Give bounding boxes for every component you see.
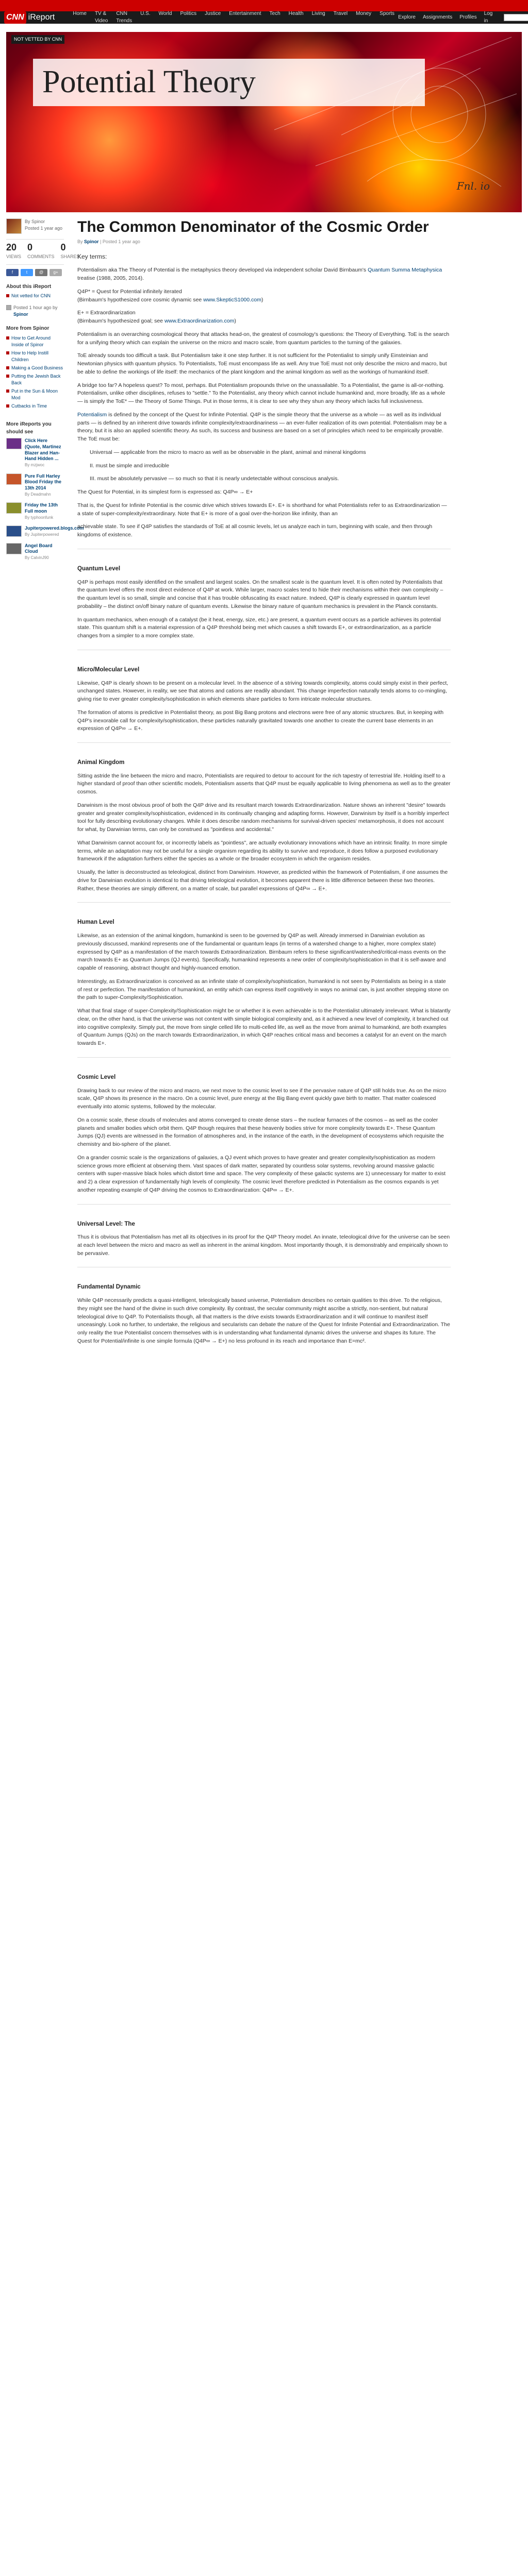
spinor-link-label[interactable]: Putting the Jewish Back Back (11, 374, 61, 386)
stat-label: COMMENTS (27, 253, 55, 259)
posted-line: Posted 1 year ago (25, 226, 63, 231)
byline (77, 239, 451, 245)
section-paragraph: While Q4P necessarily predicts a quasi-intelligent, teleologically based universe, Potentialism describes no certain qualities to this drive. To the religious, they might see the hand of the divine in such drive complexity. By contrast, the secular community might ascribe a strictly, non-sentient, but natural teleological drive to Q4P. To Potentialists though, all that matters is the drive exists towards Extraordinarization and it will continue to manifest itself unceasingly. Look no further, to undertake, the religious and secularists can debate the nature of the Quest for Infinite Potential and Extraordinarization. The only reality the true Potentialist concern themselves with is in understanding what fundamental dynamic drives the universe and shapes its future. The Quest for Potential/infinite is one simple formula (Q4P∞ → E+) no less profound in its reach and importance than E=mc². (77, 1297, 450, 1344)
section-divider (77, 902, 451, 903)
more-ireport-title[interactable]: Pure Full Harley Blood Friday the 13th 2014 (25, 473, 62, 491)
facebook-share-button[interactable]: f (6, 269, 19, 276)
key-terms-label: Key terms: (77, 253, 107, 261)
bullet-icon (6, 336, 9, 340)
bullet-icon (6, 351, 9, 354)
nav-tab-living[interactable]: Living (311, 10, 325, 16)
nav-tab-u-s-[interactable]: U.S. (140, 10, 151, 16)
spinor-link[interactable] (6, 365, 64, 371)
nav-tab-home[interactable]: Home (73, 10, 87, 16)
section-paragraph: Thus it is obvious that Potentialism has met all its objectives in its proof for the Q4P Theory model. An innate, teleological drive for the universe can be seen at each level between the micro and macro as well as inherent in the animal kingdom. Most importantly though, it is demonstrably and empirically shown to be pervasive. (77, 1234, 450, 1257)
nav-tab-justice[interactable]: Justice (205, 10, 221, 16)
section-paragraph: Likewise, as an extension of the animal kingdom, humankind is seen to be governed by Q4P as well. Already immersed in Darwinian evolution as previously discussed, mankind represents one of the fundamental or quantum leaps (in terms of a watershed change to a higher, more complex state) expressed by Q4P as a manifestation of the march towards Extraordinarization. Birnbaum refers to these significant/watershed/critical-mass events on the march towards E+ as Quantum Jumps (QJ events). Specifically, humankind represents a new order of complexity/sophistication in that it is self-aware and capable of reasoning, abstract thought and highly-nuanced emotion. (77, 933, 446, 972)
article-link[interactable]: www.Extraordinarization.com (164, 318, 235, 325)
more-ireport-title[interactable]: Friday the 13th Full moon (25, 502, 58, 514)
hero-image (6, 32, 522, 212)
about-heading: About this iReport (6, 283, 52, 290)
bullet-icon (6, 294, 9, 297)
about-link-label[interactable]: Not vetted for CNN (11, 293, 51, 299)
more-ireport-thumbnail[interactable] (6, 526, 22, 537)
nav-tab-travel[interactable]: Travel (333, 10, 348, 16)
share-buttons (6, 269, 64, 276)
nav-link-profiles[interactable]: Profiles (459, 14, 477, 20)
email-share-button[interactable]: @ (35, 269, 47, 276)
spinor-link-label[interactable]: Put in the Sun & Moon Mod (11, 388, 58, 401)
google-plus-share-button[interactable]: g+ (50, 269, 62, 276)
article-paragraph: That is, the Quest for Infinite Potential is the cosmic drive which strives towards E+. E+ is shorthand for what Potentialists refer to as Extraordinarization — a state of super-complexity/extraordinary. Note that E+ is more of a goal over-the-horizon like infinity, than an (77, 502, 447, 517)
bullet-icon (6, 389, 9, 393)
nav-tab-tech[interactable]: Tech (269, 10, 280, 16)
nav-tab-health[interactable]: Health (288, 10, 304, 16)
spinor-link-label[interactable]: How to Help Instill Children (11, 350, 49, 363)
top-navigation (0, 11, 528, 24)
article-paragraph: Universal — applicable from the micro to macro as well as be observable in the plant, animal and mineral kingdoms (90, 449, 366, 455)
section-paragraph: On a cosmic scale, these clouds of molecules and atoms converged to create dense stars – the nuclear furnaces of the cosmos – as well as the cooler planets and smaller bodies which orbit them. Q4P though requires that these heavenly bodies strive for more complexity towards E+. These Quantum Jumps (QJ) events are witnessed in the formation of atmospheres and, in the instance of the earth, in the development of ecosystems which requisite the chemistry and bio-sphere of the planet. (77, 1116, 444, 1148)
more-ireport-thumbnail[interactable] (6, 473, 22, 485)
article-paragraph: Potentialism is an overarching cosmological theory that attacks head-on, the greatest of cosmology's questions: the Theory of Everything. ToE is the search for a unifying theory which can explain the universe on the micro and macro scale, from quantum particles to the turning of the galaxies. (77, 331, 450, 346)
article-title: The Common Denominator of the Cosmic Order (77, 218, 429, 235)
more-ireport-title[interactable]: Angel Board Cloud (25, 543, 53, 554)
more-ireport-author[interactable]: By CalvinJ90 (25, 555, 49, 560)
section-paragraph: In quantum mechanics, when enough of a catalyst (be it heat, energy, size, etc.) are present, a quantum event occurs as a particle achieves its potential state. This quantum shift is a material expression of a Q4P threshold being met which causes a shift towards E+, or extraordinarization, as a particle changes from a simpler to a more complex state. (77, 616, 441, 639)
section-divider (77, 1057, 451, 1058)
stat-label: VIEWS (6, 253, 22, 259)
cnn-logo[interactable]: CNN (4, 11, 26, 23)
hero-signature: Fnl. io (456, 180, 490, 192)
section-heading: Fundamental Dynamic (77, 1284, 141, 1291)
hero-title: Potential Theory (33, 59, 425, 106)
left-sidebar (6, 218, 84, 1351)
article-link[interactable]: Potentialism (77, 411, 107, 418)
nav-right-links (398, 10, 528, 25)
article-paragraph: Potentialism aka The Theory of Potential is the metaphysics theory developed via independent scholar David Birnbaum's Quantum Summa Metaphysica treatise (1988, 2005, 2014). (77, 267, 442, 282)
nav-tab-money[interactable]: Money (356, 10, 372, 16)
posted-by-thumb (6, 305, 11, 310)
article-paragraph: Q4P* = Quest for Potential infinitely iterated (Birnbaum's hypothesized core cosmic dynamic see www.SkepticS1000.com) (77, 288, 263, 303)
section-divider (77, 1204, 451, 1205)
section-paragraph: What that final stage of super-Complexity/Sophistication might be or whether it is even achievable is to the Potentialist ultimately irrelevant. What is blatantly clear, on the other hand, is that the universe was not content with simple biological complexity and, as it achieved a new level of complexity, it branched out into cognitive complexity. Simply put, the move from single celled life to multi-celled life, as well as the move from animal to humankind, are both examples of Quantum Jumps (QJs) on the march towards Extraordinarization, in which Q4P reaches critical mass and becomes a catalyst for an event on the march towards E+. (77, 1008, 451, 1047)
article-paragraph: Potentialism is defined by the concept of the Quest for Infinite Potential. Q4P is the simple theory that the universe as a whole — as well as its individual parts — is defined by an inherent drive towards infinite complexity/extraordinariness — an ever-fuller realization of its own potential. Potentialism may be a theory, but it is also an applied scientific theory. As such, its success and business are based on a set of principles which need to be empirically provable. The ToE must be: (77, 411, 447, 443)
search-input[interactable] (504, 14, 528, 21)
article-link[interactable]: www.SkepticS1000.com (203, 296, 261, 303)
article-paragraph: ToE already sounds too difficult a task. But Potentialism take it one step further. It is not sufficient for the Potentialist to simply unify Einsteinian and Newtonian physics with quantum physics. To Potentialists, ToE must encompass life as well. Any true ToE must not only describe the micro and macro, but be able to define the workings of life itself: the mechanics of the plant kingdom and the animal kingdom as well as the workings of humankind itself. (77, 352, 447, 375)
spinor-link-label[interactable]: How to Get Around Inside of Spinor (11, 335, 51, 347)
section-heading: Animal Kingdom (77, 759, 125, 766)
nav-link-log-in[interactable]: Log in (484, 10, 493, 24)
section-paragraph: Interestingly, as Extraordinarization is conceived as an infinite state of complexity/sophistication, humankind is not seen by Potentialists as being in a state of rest or perfection. The manifestation of humankind, an entity which can express itself cognitively in ways no animal can, is just another stepping stone on the path to super-Complexity/Sophistication. (77, 978, 449, 1001)
more-ireport-item[interactable] (6, 438, 64, 468)
stat-number: 20 (6, 242, 17, 252)
spinor-link[interactable] (6, 350, 64, 363)
bullet-icon (6, 375, 9, 378)
more-from-heading: More from Spinor (6, 326, 50, 332)
more-ireport-item[interactable] (6, 543, 64, 561)
section-heading: Micro/Molecular Level (77, 666, 140, 673)
article-paragraph: The Quest for Potential, in its simplest form is expressed as: Q4P∞ → E+ (77, 489, 253, 496)
nav-tab-politics[interactable]: Politics (180, 10, 197, 16)
posted-by-name[interactable]: Spinor (13, 312, 28, 317)
nav-tab-tv-video[interactable]: TV & Video (94, 10, 108, 24)
spinor-link-label[interactable]: Making a Good Business (11, 365, 63, 371)
article-link[interactable]: Quantum Summa Metaphysica (368, 267, 442, 274)
section-paragraph: Usually, the latter is deconstructed as teleological, distinct from Darwinism. However, as predicted within the framework of Potentialism, if one assumes the drive for Darwinian evolution is identical to that driving teleological evolution, it becomes apparent there is little difference between these two theories. Rather, these theories are simply different, on a matter of scale, but parallel expressions of Q4P∞ → E+. (77, 869, 448, 892)
twitter-share-button[interactable]: t (21, 269, 33, 276)
article (69, 218, 451, 1351)
section-paragraph: Darwinism is the most obvious proof of both the Q4P drive and its resultant march towards Extraordinarization. Nature shows an inherent "desire" towards greater and greater complexity/sophistication, evidenced in its continually changing and adapting forms. However, Darwinism by itself is a horribly imperfect tool for fully describing evolutionary changes. While it does describe random mechanisms for survival-driven species' metamorphosis, it does not account for what, by Darwinian terms, can only be construed as "pointless and accidental." (77, 802, 449, 833)
section-heading: Universal Level: The (77, 1221, 135, 1227)
bullet-icon (6, 404, 9, 408)
article-paragraph: achievable state. To see if Q4P satisfies the standards of ToE at all cosmic levels, let us analyze each in turn, beginning with scale, and then through kingdoms of existence. (77, 523, 433, 538)
section-divider (77, 742, 451, 743)
spinor-link[interactable] (6, 388, 64, 401)
site-logo[interactable] (4, 11, 55, 23)
section-paragraph: On a grander cosmic scale is the organizations of galaxies, a QJ event which proves to have greater and greater complexity/sophistication as modern science grows more efficient at observing them. Vast spaces of dark matter, separated by countless solar systems, revolving around massive galactic centers with super-massive black holes which distort time and space. The very complexity of these galactic systems are 1) unnecessary for matter to exist and 2) a clear expression of fundamentally high levels of complexity. The cosmic level therefore predicted in Potentialism as the cosmos expands is yet another repeating example of Q4P driving the cosmos to Extraordinarization: Q4P∞ → E+. (77, 1154, 446, 1193)
about-link[interactable] (6, 293, 64, 299)
section-heading: Cosmic Level (77, 1074, 116, 1080)
ireport-logo[interactable]: iReport (28, 13, 55, 22)
author-line[interactable]: By Spinor (25, 219, 45, 224)
article-paragraph: E+ = Extraordinarization (Birnbaum's hypothesized goal; see www.Extraordinarization.com) (77, 310, 236, 325)
stat-views (6, 243, 21, 261)
section-paragraph: Q4P is perhaps most easily identified on the smallest and largest scales. On the smallest scale is the quantum level. It is often noted by Potentialists that the quantum level offers the most direct evidence of Q4P at work. While larger, macro scales tend to hide their mechanisms within their own complexity – the quantum level is so small, simple and concise that it has trouble obfuscating its exact nature. Indeed, Q4P is clearly expressed in quantum level probability – the distinct on/off binary nature of quantum events. Likewise the binary nature of quantum mechanics is prevalent in the Planck constants. (77, 579, 443, 609)
stat-number: 0 (60, 242, 66, 252)
author-avatar[interactable] (6, 218, 22, 234)
bullet-icon (6, 366, 9, 369)
section-paragraph: Sitting astride the line between the micro and macro, Potentialists are required to detour to account for the rich tapestry of terrestrial life. Holding itself to a higher standard of proof than other scientific models, Potentialism asserts that Q4P must be equally applicable to living phenomena as well as to the greater cosmos. (77, 772, 451, 795)
section-paragraph: Likewise, Q4P is clearly shown to be present on a molecular level. In the absence of a striving towards complexity, atoms could simply exist in their perfect, unchanged states. However, in reality, we see that atoms and cations are readily abundant. This change imperfection naturally tends atoms to co-mingling, giving rise to ever greater complexity/sophistication in which elements share particles to form intricate molecular structures. (77, 680, 449, 703)
nav-tab-cnn-trends[interactable]: CNN Trends (116, 10, 133, 24)
article-paragraph: A bridge too far? A hopeless quest? To most, perhaps. But Potentialism propounds thrive on the unassailable. To a Potentialist, the game is all-or-nothing. Potentialism, unlike other disciplines, refuses to "settle." To the Potentialist, any theory which cannot include humankind and, more broadly, life as a whole — is simply the ToE* — the Theory of Some Things. Put in those terms, it is clear to see why they shun any theory which lacks full inclusiveness. (77, 382, 446, 405)
nav-link-assignments[interactable]: Assignments (422, 14, 453, 20)
nav-tab-world[interactable]: World (158, 10, 172, 16)
nav-tabs (69, 9, 398, 27)
byline-by: By (77, 239, 83, 244)
more-ireport-item[interactable] (6, 526, 84, 537)
article-paragraph: III. must be absolutely pervasive — so much so that it is nearly undetectable without conscious analysis. (90, 476, 339, 482)
more-ireport-item[interactable] (6, 502, 64, 520)
more-ireport-item[interactable] (6, 473, 64, 498)
article-paragraph: II. must be simple and irreducible (90, 462, 170, 469)
spinor-link[interactable] (6, 403, 64, 410)
byline-author[interactable]: Spinor (84, 239, 99, 244)
nav-tab-entertainment[interactable]: Entertainment (229, 10, 261, 16)
spinor-link[interactable] (6, 373, 64, 386)
nav-link-explore[interactable]: Explore (398, 14, 416, 20)
more-ireport-title[interactable]: Jupiterpowered.blogs.com (25, 526, 84, 531)
not-vetted-badge: NOT VETTED BY CNN (11, 35, 64, 44)
stat-number: 0 (27, 242, 33, 252)
stat-label: SHARES (60, 253, 80, 259)
section-heading: Quantum Level (77, 565, 121, 572)
more-ireport-thumbnail[interactable] (6, 543, 22, 554)
author-meta (25, 218, 62, 232)
more-ireport-author[interactable]: By typhoonfunk (25, 515, 54, 520)
section-heading: Human Level (77, 919, 114, 926)
byline-rest: | Posted 1 year ago (100, 239, 140, 244)
more-ireport-author[interactable]: By Deadmahn (25, 492, 51, 497)
section-paragraph: The formation of atoms is predictive in Potentialist theory, as post Big Bang protons and electrons were free of any atomic structures. But, in keeping with Q4P's inexorable call for complexity/sophistication, these particles naturally gravitated towards one another to create the current base elements in an expression of Q4P∞ → E+. (77, 709, 444, 732)
more-ireports-heading: More iReports you should see (6, 421, 52, 435)
spinor-link[interactable] (6, 335, 64, 348)
more-ireport-thumbnail[interactable] (6, 438, 22, 449)
posted-by (6, 304, 64, 318)
stat-comments (27, 243, 55, 261)
more-ireport-author[interactable]: By Jupiterpowered (25, 532, 59, 537)
section-paragraph: What Darwinism cannot account for, or incorrectly labels as "pointless", are actually evolutionary innovations which have an intrinsic finality. In more simple terms, while an adaptation may not be useful for a single organism regarding its ability to survive and reproduce, it does follow a purposed evolutionary framework if the adaptation furthers either the species as a whole or the broader ecosystem in which the organism resides. (77, 839, 448, 862)
more-ireport-title[interactable]: Click Here (Quote, Martinez Blazer and Han-Hand Hidden ... (25, 438, 61, 462)
spinor-link-label[interactable]: Cutbacks in Time (11, 403, 47, 409)
more-ireport-thumbnail[interactable] (6, 502, 22, 514)
more-ireport-author[interactable]: By mzjwoc (25, 463, 45, 468)
section-paragraph: Drawing back to our review of the micro and macro, we next move to the cosmic level to see if the pervasive nature of Q4P still holds true. As on the micro scale, Q4P shows its presence in the macro. On a cosmic level, pure energy at the Big Bang event quickly gave birth to matter. That matter coalesced eventually into atomic systems, followed by the molecular. (77, 1087, 447, 1110)
nav-tab-sports[interactable]: Sports (380, 10, 395, 16)
posted-by-line1: Posted 1 hour ago by (13, 305, 58, 311)
